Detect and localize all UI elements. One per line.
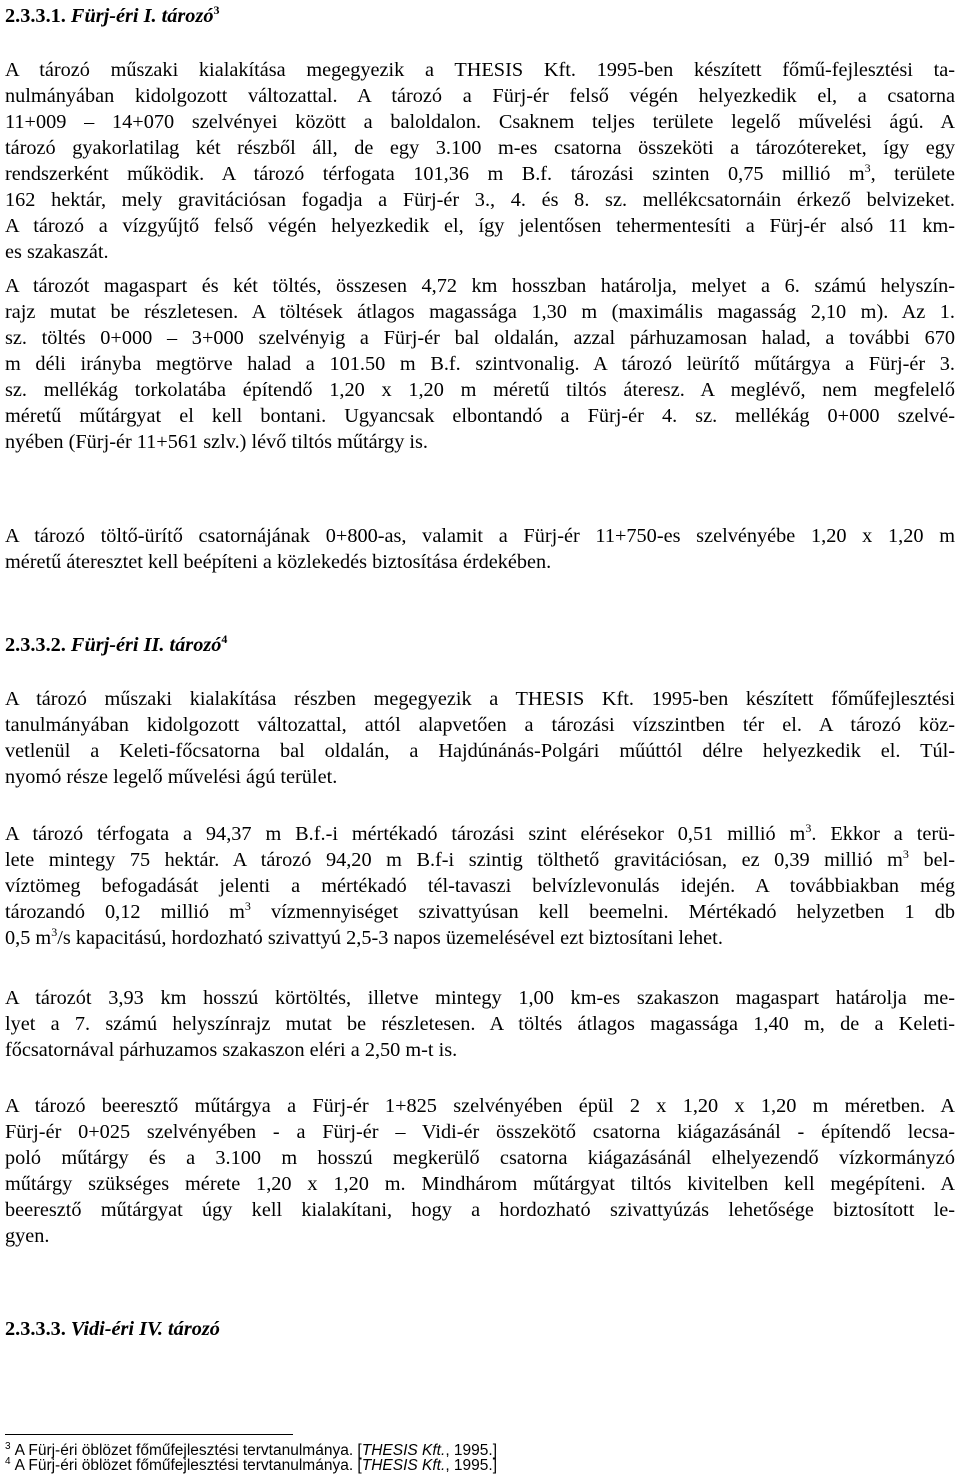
text-line	[5, 847, 955, 873]
footnote-italic: THESIS Kft.	[361, 1457, 446, 1474]
text-segment: tározandó 0,12 millió m	[5, 901, 245, 923]
text-line	[5, 899, 955, 925]
text-line: méretű műtárgyat el kell bontani. Ugyancsak elbontandó a Fürj-ér 4. sz. mellékág 0+000 szelvé-	[5, 405, 955, 427]
paragraph-1-1-lines	[5, 57, 955, 265]
superscript: 3	[902, 847, 909, 861]
text-line: tanulmányában kidolgozott változattal, attól alapvetően a tározási vízszintben tér el. A tározó köz-	[5, 714, 955, 736]
text-line: Fürj-ér 0+025 szelvényében - a Fürj-ér – Vidi-ér összekötő csatorna kiágazásánál - építendő lecsa-	[5, 1121, 955, 1143]
footnote-ref: 4	[221, 632, 228, 646]
text-line	[5, 161, 955, 187]
paragraph-1-3	[5, 523, 955, 575]
text-line: A tározót magaspart és két töltés, összesen 4,72 km hosszban határolja, melyet a 6. számú helyszín-	[5, 275, 955, 297]
text-segment: rendszerként működik. A tározó térfogata 101,36 m B.f. tározási szinten 0,75 millió m	[5, 163, 865, 185]
footnote-mark: 4	[5, 1456, 11, 1467]
paragraph-2-3	[5, 985, 955, 1063]
text-line: vetlenül a Keleti-főcsatorna bal oldalán, a Hajdúnánás-Polgári műúttól délre helyezkedik el. Túl-	[5, 740, 955, 762]
superscript: 3	[864, 161, 871, 175]
text-line: A tározó beeresztő műtárgya a Fürj-ér 1+825 szelvényében épül 2 x 1,20 x 1,20 m méretben. A	[5, 1095, 955, 1117]
paragraph-2-4	[5, 1093, 955, 1249]
text-line: műtárgy szükséges mérete 1,20 x 1,20 m. Mindhárom műtárgyat tiltós kivitelben kell megépíteni. A	[5, 1173, 955, 1195]
text-line: gyen.	[5, 1225, 50, 1247]
heading-number: 2.3.3.1.	[5, 5, 66, 27]
text-line: sz. mellékág torkolatába építendő 1,20 x 1,20 m méretű tiltós áteresz. A meglévő, nem megfelelő	[5, 379, 955, 401]
footnote-ref: 3	[213, 3, 220, 17]
text-line	[5, 925, 955, 951]
text-segment: lete mintegy 75 hektár. A tározó 94,20 m B.f-i szintig tölthető gravitációsan, ez 0,39 millió m	[5, 849, 903, 871]
text-line: rajz mutat be részletesen. A töltések átlagos magassága 1,30 m (maximális magasság 2,10 m). Az 1.	[5, 301, 955, 323]
text-line: beeresztő műtárgyat úgy kell kialakítani, hogy a hordozható szivattyúzás lehetősége biztosított le-	[5, 1199, 955, 1221]
heading-title: Fürj-éri I. tározó	[70, 5, 214, 27]
footnote-tail: , 1995.]	[445, 1457, 498, 1474]
text-segment: 0,5 m	[5, 927, 52, 949]
text-line	[5, 821, 955, 847]
text-line: A tározó a vízgyűjtő felső végén helyezkedik el, így jelentősen tehermentesíti a Fürj-ér alsó 11 km-	[5, 215, 955, 237]
heading-title: Vidi-éri IV. tározó	[70, 1318, 220, 1340]
text-line: sz. töltés 0+000 – 3+000 szelvényig a Fürj-ér bal oldalán, azzal párhuzamosan halad, a további 670	[5, 327, 955, 349]
section-heading-2-3-3-1	[5, 3, 955, 29]
text-line: m déli irányba megtörve halad a 101.50 m B.f. szintvonalig. A tározó leürítő műtárgya a Fürj-ér 3.	[5, 353, 955, 375]
text-segment: , területe	[870, 163, 955, 185]
text-line: poló műtárgy és a 3.100 m hosszú megkerülő csatorna kiágazásánál elhelyezendő vízkormányzó	[5, 1147, 955, 1169]
text-segment: . Ekkor a terü-	[811, 823, 955, 845]
text-line: es szakaszát.	[5, 241, 109, 263]
paragraph-2-1	[5, 686, 955, 790]
text-line: lyet a 7. számú helyszínrajz mutat be részletesen. A töltés átlagos magassága 1,40 m, de a Keleti-	[5, 1013, 955, 1035]
paragraph-1-2	[5, 273, 955, 455]
text-segment: vízmennyiséget szivattyúsan kell beemelni. Mértékadó helyzetben 1 db	[250, 901, 956, 923]
text-segment: bel-	[908, 849, 955, 871]
superscript: 3	[244, 899, 251, 913]
section-heading-2-3-3-3	[5, 1316, 955, 1342]
text-line: 11+009 – 14+070 szelvényei között a baloldalon. Csaknem teljes területe legelő művelési ágú. A	[5, 111, 955, 133]
text-line: víztömeg befogadását jelenti a mértékadó tél-tavaszi belvízlevonulás idején. A továbbiakban még	[5, 875, 955, 897]
footnote-4	[5, 1456, 497, 1476]
text-line: A tározó töltő-ürítő csatornájának 0+800-as, valamit a Fürj-ér 11+750-es szelvényébe 1,20 x 1,20 m	[5, 525, 955, 547]
text-line: nyében (Fürj-ér 11+561 szlv.) lévő tiltós műtárgy is.	[5, 431, 429, 453]
heading-number: 2.3.3.3.	[5, 1318, 66, 1340]
footnote-mark: 3	[5, 1441, 11, 1452]
text-line: A tározó műszaki kialakítása részben megegyezik a THESIS Kft. 1995-ben készített főműfejlesztési	[5, 688, 955, 710]
heading-number: 2.3.3.2.	[5, 634, 66, 656]
text-line: nulmányában kidolgozott változattal. A tározó a Fürj-ér felső végén helyezkedik el, a csatorna	[5, 85, 955, 107]
text-line: méretű áteresztet kell beépíteni a közlekedés biztosítása érdekében.	[5, 551, 552, 573]
heading-title: Fürj-éri II. tározó	[70, 634, 222, 656]
superscript: 3	[51, 925, 58, 939]
section-heading-2-3-3-2	[5, 632, 955, 658]
footnote-italic: THESIS Kft.	[361, 1442, 446, 1459]
text-segment: /s kapacitású, hordozható szivattyú 2,5-3 napos üzemelésével ezt biztosítani lehet.	[57, 927, 723, 949]
footnote-text: A Fürj-éri öblözet főműfejlesztési tervtanulmánya. [	[14, 1442, 362, 1459]
footnote-tail: , 1995.]	[445, 1442, 498, 1459]
text-line: A tározó műszaki kialakítása megegyezik a THESIS Kft. 1995-ben készített főmű-fejlesztési ta-	[5, 59, 955, 81]
text-line: A tározót 3,93 km hosszú körtöltés, illetve mintegy 1,00 km-es szakaszon magaspart határolja me-	[5, 987, 955, 1009]
text-segment: A tározó térfogata a 94,37 m B.f.-i mértékadó tározási szint elérésekor 0,51 millió m	[5, 823, 806, 845]
text-line: nyomó része legelő művelési ágú terület.	[5, 766, 338, 788]
footnote-separator	[5, 1434, 293, 1435]
footnote-text: A Fürj-éri öblözet főműfejlesztési tervtanulmánya. [	[14, 1457, 362, 1474]
superscript: 3	[805, 821, 812, 835]
text-line: 162 hektár, mely gravitációsan fogadja a Fürj-ér 3., 4. és 8. sz. mellékcsatornáin érkező belvizeket.	[5, 189, 955, 211]
paragraph-2-2	[5, 821, 955, 951]
text-line: főcsatornával párhuzamos szakaszon eléri a 2,50 m-t is.	[5, 1039, 458, 1061]
text-line: tározó gyakorlatilag két részből áll, de egy 3.100 m-es csatorna összeköti a tározótereket, így egy	[5, 137, 955, 159]
